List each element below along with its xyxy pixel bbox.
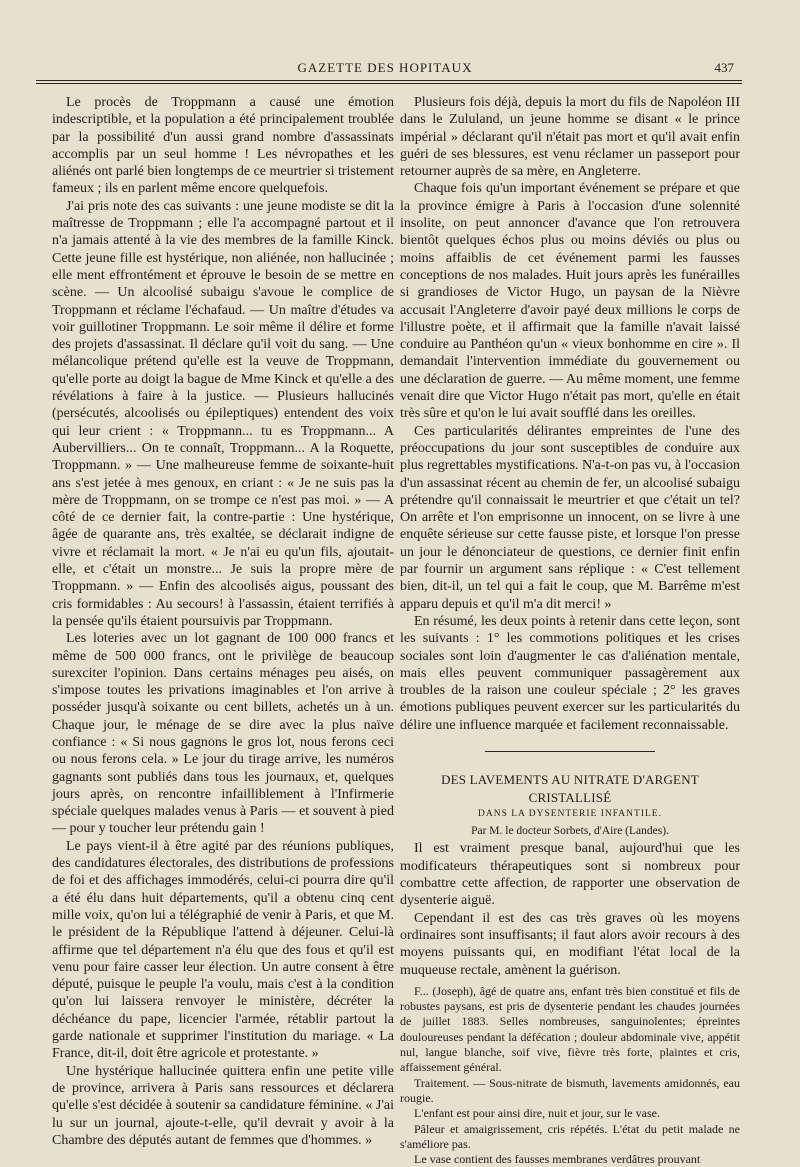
- paragraph: Il est vraiment presque banal, aujourd'hui que les modificateurs thérapeutiques sont si nombreux pour combattre cette affection, de rapporter une observation de dysenterie aiguë.: [400, 841, 740, 909]
- section-title: DES LAVEMENTS AU NITRATE D'ARGENT CRISTALLISÉ: [441, 772, 699, 805]
- paragraph: Cependant il est des cas très graves où les moyens ordinaires sont insuffisants; il faut alors avoir recours à des moyens puissants qui, en modifiant l'état local de la muqueuse rectale, amènent la guérison.: [400, 910, 740, 978]
- paragraph: Les loteries avec un lot gagnant de 100 000 francs et même de 500 000 francs, ont le privilège de beaucoup surexciter l'opinion. Dans certains ménages peu aisés, on s'impose toutes les privations imaginables et l'on arrive à posséder jusqu'à soixante ou cent billets, achetés un à un. Chaque jour, le ménage de se dire avec la plus naïve confiance : « Si nous gagnons le gros lot, nous ferons ceci ou nous ferons cela. » Le jour du tirage arrive, les numéros gagnants sont publiés dans tous les journaux, et, quelques jours après, on rencontre infailliblement à l'Infirmerie spéciale quelques malades venus à Paris — et souvent à pied — pour y toucher leur prétendu gain !: [52, 631, 394, 837]
- header-rule-top: [36, 80, 742, 81]
- paragraph: Plusieurs fois déjà, depuis la mort du fils de Napoléon III dans le Zululand, un jeune homme se disant « le prince impérial » déclarant qu'il n'était pas mort et qu'il avait enfin guéri de ses blessures, est venu réclamer un passeport pour retourner auprès de sa mère, en Angleterre.: [400, 95, 740, 180]
- paragraph: Une hystérique hallucinée quittera enfin une petite ville de province, arrivera à Paris sans ressources et déclarera qu'elle s'est décidée à soutenir sa candidature féminine. « J'ai lu sur un journal, ajoute-t-elle, qu'il devrait y avoir à la Chambre des députés autant de femmes que d'hommes. »: [52, 1063, 394, 1148]
- page-number: 437: [714, 60, 734, 75]
- case-note: [400, 984, 740, 1167]
- journal-title: GAZETTE DES HOPITAUX: [297, 60, 473, 75]
- paragraph: Chaque fois qu'un important événement se prépare et que la province émigre à Paris à l'occasion d'une solennité insolite, on peut annoncer d'avance que l'on retrouvera bientôt quelques échos plus ou moins déviés ou plus ou moins affaiblis de cet événement parmi les fausses conceptions de nos malades. Huit jours après les funérailles si grandioses de Victor Hugo, un paysan de la Nièvre accusait l'Angleterre d'avoir payé deux millions le corps de l'illustre poète, et il affirmait que la famille n'avait laissé conduire au Panthéon qu'un « vieux bonhomme en cire ». Il demandait l'intervention immédiate du gouvernement ou une déclaration de guerre. — Au même moment, une femme venait dire que Victor Hugo n'était pas mort, qu'elle en était très sûre et qu'on le lui avait soufflé dans les oreilles.: [400, 181, 740, 422]
- paragraph: J'ai pris note des cas suivants : une jeune modiste se dit la maîtresse de Troppmann ; elle l'a accompagné partout et il n'a jamais attenté à la vie des membres de la famille Kinck. Cette jeune fille est hystérique, non aliénée, non hallucinée ; elle ment effrontément et éprouve le besoin de se mettre en scène. — Un alcoolisé subaigu s'avoue le complice de Troppmann et réclame l'échafaud. — Un maître d'études va voir guillotiner Troppmann. Le soir même il délire et forme des projets d'assassinat. Il déclare qu'il voit du sang. — Une mélancolique prétend qu'elle est la veuve de Troppmann, qu'elle porte au doigt la bague de Mme Kinck et qu'elle a des révélations à faire à la justice. — Plusieurs hallucinés (persécutés, alcoolisés ou épileptiques) entendent des voix qui leur crient : « Troppmann... tu es Troppmann... A Aubervilliers... On te connaît, Troppmann... A la Roquette, Troppmann. » — Une malheureuse femme de soixante-huit ans s'est jetée à mes genoux, en criant : « Je ne suis pas la mère de Troppmann, on se trompe ce n'est pas moi. » — A côté de ce dernier fait, la contre-partie : Une hystérique, âgée de quarante ans, très exaltée, se déclarait indigne de vivre et réclamait la mort. « Je n'ai eu qu'un fils, ajoutait-elle, et c'était un monstre... Je suis la propre mère de Troppmann. » — Enfin des alcoolisés aigus, poussant des cris formidables : Au secours! à l'assassin, étaient terrifiés à la pensée qu'ils étaient poursuivis par Troppmann.: [52, 198, 394, 629]
- case-paragraph: Traitement. — Sous-nitrate de bismuth, lavements amidonnés, eau rougie.: [400, 1075, 740, 1105]
- section-divider: [400, 742, 740, 759]
- case-paragraph: F... (Joseph), âgé de quatre ans, enfant très bien constitué et fils de robustes paysans, est pris de dysenterie pendant les chaudes journées de juillet 1883. Selles nombreuses, sanguinolentes; épreintes douloureuses pendant la défécation ; douleur abdominale vive, appétit nul, langue blanche, soif vive, fièvre très forte, plaintes et cris, affaissement général.: [400, 983, 740, 1075]
- header-rule-bottom: [36, 83, 742, 84]
- case-paragraph: Pâleur et amaigrissement, cris répétés. L'état du petit malade ne s'améliore pas.: [400, 1121, 740, 1151]
- page-header: [30, 56, 740, 78]
- paragraph: Le procès de Troppmann a causé une émotion indescriptible, et la population a été principalement troublée par la possibilité d'un aussi grand nombre d'assassinats accomplis par un seul homme ! Les névropathes et les aliénés ont parlé bien longtemps de ce meurtrier si tristement fameux ; ils en parlent même encore quelquefois.: [52, 95, 394, 197]
- case-paragraph: L'enfant est pour ainsi dire, nuit et jour, sur le vase.: [414, 1106, 660, 1121]
- paragraph: Le pays vient-il à être agité par des réunions publiques, des candidatures électorales, des distributions de professions de foi et des affichages immodérés, celui-ci pourra dire qu'il a été élu dans huit départements, qu'il a obtenu cinq cent mille voix, qu'on lui a télégraphié de venir à Paris, et que M. le président de la République l'attend à déjeuner. Celui-là affirme que tel département n'a élu que des fous et qu'il est venu pour faire casser leur élection. Un autre consent à être député, puisque le peuple l'a voulu, mais c'est à la condition qu'on lui laissera renvoyer le ministère, décréter la déchéance du pape, licencier l'armée, rétablir partout la garde nationale et supprimer l'institution du mariage. « La France, dit-il, doit être agricole et protestante. »: [52, 838, 394, 1062]
- left-column: [52, 94, 394, 1149]
- section-subtitle: DANS LA DYSENTERIE INFANTILE.: [478, 808, 662, 819]
- right-column: [400, 94, 740, 1167]
- paragraph: En résumé, les deux points à retenir dans cette leçon, sont les suivants : 1° les commotions politiques et les crises sociales sont loin d'augmenter le cas d'aliénation mentale, mais elles peuvent communiquer passagèrement aux troubles de la raison une couleur spéciale ; 2° les graves émotions publiques peuvent exercer sur les particularités du délire une influence marquée et facilement reconnaissable.: [400, 613, 740, 733]
- paragraph: Ces particularités délirantes empreintes de l'une des préoccupations du jour sont susceptibles de conduire aux plus regrettables mystifications. N'a-t-on pas vu, à l'occasion d'un assassinat récent au chemin de fer, un alcoolisé subaigu prétendre qu'il connaissait le meurtrier et que c'était un tel? On arrête et l'on emprisonne un innocent, on se livre à une enquête sérieuse sur cette fausse piste, et lorsque l'on presse un jour le dénonciateur de questions, ce dernier finit enfin par fournir un argument sans réplique : « C'est tellement bien, dit-il, un tel qui a fait le coup, que M. Barrême m'est apparu depuis et qu'il m'a dit merci! »: [400, 423, 740, 612]
- section-author: Par M. le docteur Sorbets, d'Aire (Landes).: [471, 825, 669, 838]
- case-paragraph: Le vase contient des fausses membranes verdâtres prouvant: [414, 1152, 701, 1167]
